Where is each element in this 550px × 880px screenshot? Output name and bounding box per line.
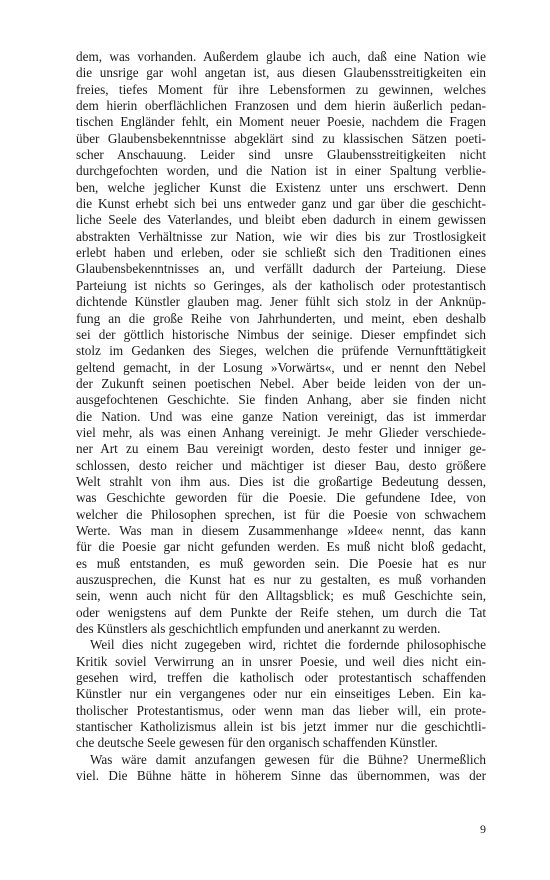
text-line: die Kunst erhebt sich bei uns entweder ganz und gar über die geschicht- xyxy=(76,196,486,212)
text-line: Was wäre damit anzufangen gewesen für die Bühne? Unermeßlich xyxy=(90,751,486,767)
text-line: erlebt haben und erleben, oder sie schließt sich den Traditionen eines xyxy=(76,245,486,261)
text-line: Parteiung ist nichts so Geringes, als der katholisch oder protestantisch xyxy=(76,277,486,293)
text-line: Welt strahlt von ihm aus. Dies ist die großartige Bedeutung dessen, xyxy=(76,473,486,489)
text-line: ner Art zu einem Bau vereinigt worden, desto fester und inniger ge- xyxy=(76,441,486,457)
page-number: 9 xyxy=(480,822,486,836)
text-line: stantischer Katholizismus allein ist bis jetzt immer nur die geschichtli- xyxy=(76,719,486,735)
text-line: dichtende Künstler glauben mag. Jener fühlt sich stolz in der Anknüp- xyxy=(76,294,486,310)
text-line: gesehen wird, treffen die katholisch oder protestantisch schaffenden xyxy=(76,670,486,686)
text-line: ben, welche jeglicher Kunst die Existenz unter uns erschwert. Denn xyxy=(76,179,486,195)
text-line: auszusprechen, die Kunst hat es nur zu gestalten, es muß vorhanden xyxy=(76,572,486,587)
text-line: die Nation. Und was eine ganze Nation vereinigt, das ist immerdar xyxy=(76,408,486,424)
text-line: Weil dies nicht zugegeben wird, richtet die fordernde philosophische xyxy=(90,637,486,653)
text-line: sein, wenn auch nicht für den Alltagsblick; es muß Geschichte sein, xyxy=(76,588,486,604)
text-line: viel. Die Bühne hätte in höherem Sinne das übernommen, was der xyxy=(76,768,486,784)
text-line: für die Poesie gar nicht gefunden werden. Es muß nicht bloß gedacht, xyxy=(76,539,486,555)
text-line: scher Anschauung. Leider sind unsre Glaubensstreitigkeiten nicht xyxy=(76,147,486,163)
text-line: abstrakten Verhältnisse zur Nation, wie wir dies bis zur Trostlosigkeit xyxy=(76,228,486,244)
text-line: oder wenigstens auf dem Punkte der Reife stehen, um durch die Tat xyxy=(76,604,486,620)
text-line: stolz im Gedanken des Sieges, welchen die prüfende Vernunfttätigkeit xyxy=(76,343,486,359)
text-line: welcher die Philosophen sprechen, ist für die Poesie von schwachem xyxy=(76,506,486,522)
text-line: die unsrige gar wohl angetan ist, aus diesen Glaubensstreitigkeiten ein xyxy=(76,65,486,81)
text-line: tischen Engländer fehlt, ein Moment neuer Poesie, nachdem die Fragen xyxy=(76,114,486,130)
text-line: freies, tiefes Moment für ihre Lebensformen zu gewinnen, welches xyxy=(76,81,486,97)
text-line: Glaubensbekenntnisses an, und verfällt dadurch der Parteiung. Diese xyxy=(76,261,486,277)
text-line: Künstler nur ein vergangenes oder nur ein einseitiges Leben. Ein ka- xyxy=(76,686,486,702)
text-line: dem, was vorhanden. Außerdem glaube ich auch, daß eine Nation wie xyxy=(76,49,486,64)
text-line: fung an die große Reihe von Jahrhunderten, und meint, eben deshalb xyxy=(76,310,486,326)
paragraph xyxy=(76,637,486,751)
paragraph xyxy=(76,752,486,785)
paragraph xyxy=(76,49,486,637)
text-line: was Geschichte geworden für die Poesie. Die gefundene Idee, von xyxy=(76,490,486,506)
text-line: der Zukunft seinen poetischen Nebel. Aber beide leiden von der un- xyxy=(76,375,486,391)
text-line: durchgefochten worden, und die Nation ist in einer Spaltung verblie- xyxy=(76,163,486,179)
text-line: schlossen, desto reicher und mächtiger ist dieser Bau, desto größere xyxy=(76,457,486,473)
page-text-block xyxy=(76,49,486,784)
text-line: über Glaubensbekenntnisse abgeklärt sind zu klassischen Sätzen poeti- xyxy=(76,130,486,146)
text-line: che deutsche Seele gewesen für den organisch schaffenden Künstler. xyxy=(76,735,438,751)
text-line: Werte. Was man in diesem Zusammenhange »Idee« nennt, das kann xyxy=(76,522,486,538)
text-line: dem hierin oberflächlichen Franzosen und dem hierin äußerlich pedan- xyxy=(76,98,486,114)
text-line: liche Seele des Vaterlandes, und bleibt eben dadurch in einem gewissen xyxy=(76,212,486,228)
text-line: Kritik soviel Verwirrung an in unsrer Poesie, und weil dies nicht ein- xyxy=(76,653,486,669)
text-line: ausgefochtenen Geschichte. Sie finden Anhang, aber sie finden nicht xyxy=(76,392,486,408)
text-line: geltend gemacht, in der Losung »Vorwärts«, und er nennt den Nebel xyxy=(76,359,486,375)
text-line: sei der göttlich historische Nimbus der seinige. Dieser empfindet sich xyxy=(76,326,486,342)
text-line: des Künstlers als geschichtlich empfunden und anerkannt zu werden. xyxy=(76,621,441,637)
text-line: es muß entstanden, es muß geworden sein. Die Poesie hat es nur xyxy=(76,555,486,571)
text-line: viel mehr, als was einen Anhang vereinigt. Je mehr Glieder verschiede- xyxy=(76,424,486,440)
text-line: tholischer Protestantismus, oder wenn man das lieber will, ein prote- xyxy=(76,702,486,718)
